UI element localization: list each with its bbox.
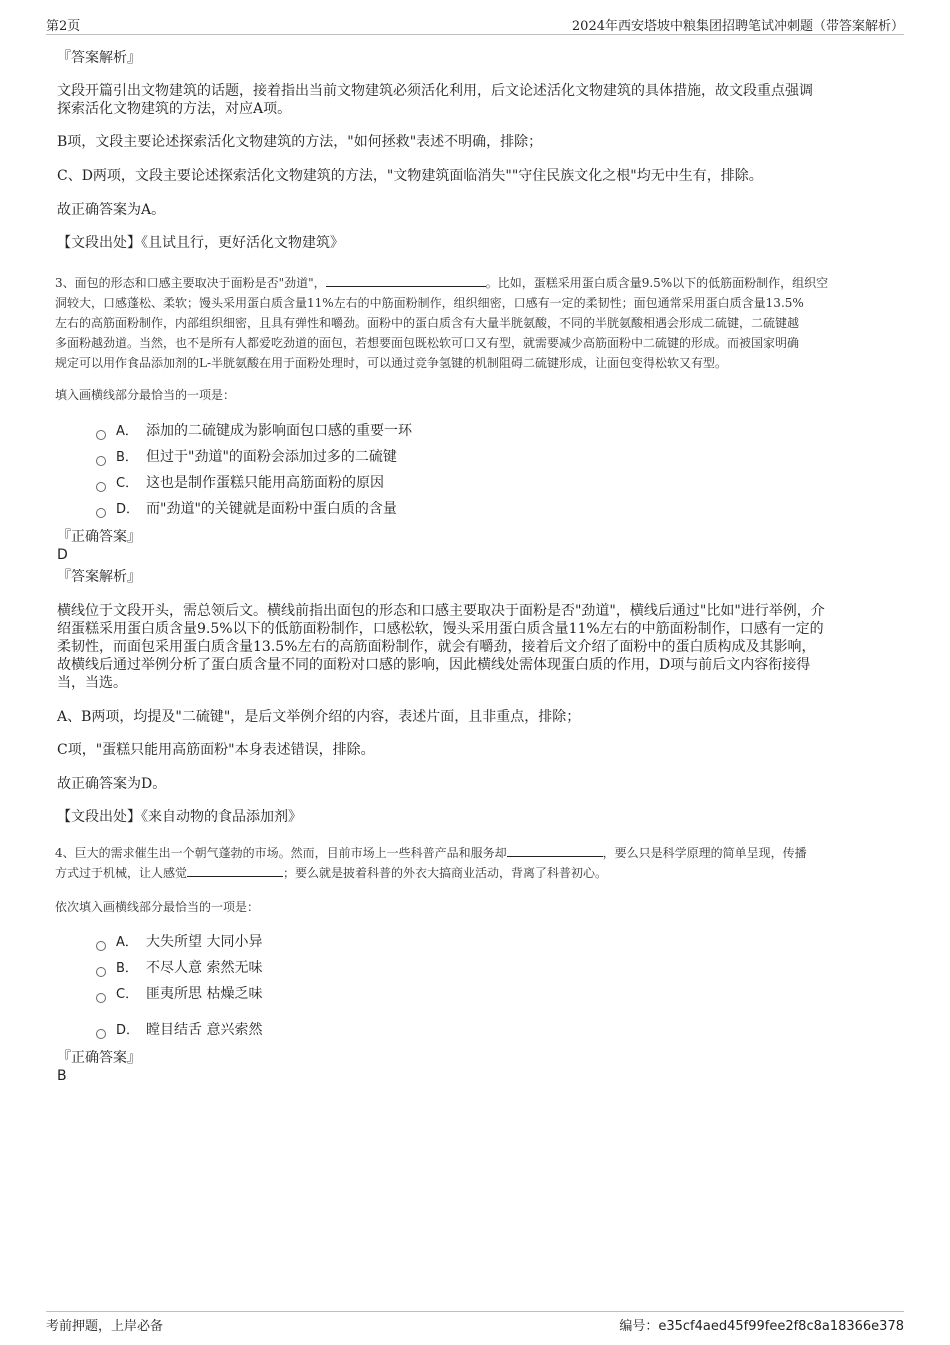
analysis-text: 当，当选。 bbox=[57, 675, 127, 691]
question-3-prompt: 填入画横线部分最恰当的一项是： bbox=[55, 388, 236, 402]
source-citation: 【文段出处】《来自动物的食品添加剂》 bbox=[57, 809, 302, 825]
radio-button[interactable] bbox=[96, 508, 106, 518]
conclusion: 故正确答案为A。 bbox=[57, 202, 166, 218]
analysis-text: 横线位于文段开头，需总领后文。横线前指出面包的形态和口感主要取决于面粉是否"劲道"，横线后通过"比如"进行举例，介 bbox=[57, 603, 825, 619]
question-4-text: 方式过于机械，让人感觉 ；要么就是披着科普的外衣大搞商业活动，背离了科普初心。 bbox=[55, 866, 608, 880]
radio-button[interactable] bbox=[96, 993, 106, 1003]
option-c-note: C项，"蛋糕只能用高筋面粉"本身表述错误，排除。 bbox=[57, 742, 375, 758]
fill-blank bbox=[326, 274, 486, 287]
source-citation: 【文段出处】《且试且行，更好活化文物建筑》 bbox=[57, 235, 344, 251]
option-b-note: B项，文段主要论述探索活化文物建筑的方法，"如何拯救"表述不明确，排除； bbox=[57, 134, 543, 150]
document-title: 2024年西安塔坡中粮集团招聘笔试冲刺题（带答案解析） bbox=[571, 19, 904, 34]
question-4-prompt: 依次填入画横线部分最恰当的一项是： bbox=[55, 900, 260, 914]
question-4-text: 4、巨大的需求催生出一个朝气蓬勃的市场。然而，目前市场上一些科普产品和服务却 ，要么只是科学原理的简单呈现，传播 bbox=[55, 846, 807, 860]
question-3-text: 洞较大，口感蓬松、柔软；馒头采用蛋白质含量11%左右的中筋面粉制作，组织细密，口感有一定的柔韧性；面包通常采用蛋白质含量13.5% bbox=[55, 296, 804, 310]
question-3-text: 左右的高筋面粉制作，内部组织细密，且具有弹性和嚼劲。面粉中的蛋白质含有大量半胱氨酸，不同的半胱氨酸相遇会形成二硫键，二硫键越 bbox=[55, 316, 800, 330]
option-cd-note: C、D两项，文段主要论述探索活化文物建筑的方法，"文物建筑面临消失""守住民族文化之根"均无中生有，排除。 bbox=[57, 168, 763, 184]
footer-slogan: 考前押题，上岸必备 bbox=[46, 1319, 164, 1334]
page-footer bbox=[46, 1311, 904, 1336]
page-header bbox=[46, 14, 904, 35]
question-3-text: 3、面包的形态和口感主要取决于面粉是否"劲道"， 。比如，蛋糕采用蛋白质含量9.5%以下的低筋面粉制作，组织空 bbox=[55, 276, 829, 290]
radio-button[interactable] bbox=[96, 1029, 106, 1039]
analysis-text: 文段开篇引出文物建筑的话题，接着指出当前文物建筑必须活化利用，后文论述活化文物建筑的具体措施，故文段重点强调 bbox=[57, 83, 813, 99]
page-number: 第2页 bbox=[46, 19, 81, 34]
analysis-label: 『答案解析』 bbox=[57, 569, 141, 585]
document-code: 编号：e35cf4aed45f99fee2f8c8a18366e378 bbox=[619, 1319, 904, 1334]
fill-blank bbox=[187, 864, 283, 877]
analysis-text: 柔韧性，而面包采用蛋白质含量13.5%左右的高筋面粉制作，就会有嚼劲，接着后文介绍了面粉中的蛋白质构成及其影响， bbox=[57, 639, 816, 655]
answer-label: 『正确答案』 bbox=[57, 1050, 141, 1066]
analysis-label: 『答案解析』 bbox=[57, 50, 141, 66]
analysis-text: 绍蛋糕采用蛋白质含量9.5%以下的低筋面粉制作，口感松软，馒头采用蛋白质含量11%左右的中筋面粉制作，口感有一定的 bbox=[57, 621, 824, 637]
analysis-text: 探索活化文物建筑的方法，对应A项。 bbox=[57, 101, 292, 117]
radio-button[interactable] bbox=[96, 482, 106, 492]
answer-label: 『正确答案』 bbox=[57, 529, 141, 545]
option-ab-note: A、B两项，均提及"二硫键"，是后文举例介绍的内容，表述片面，且非重点，排除； bbox=[57, 709, 581, 725]
radio-button[interactable] bbox=[96, 967, 106, 977]
fill-blank bbox=[507, 844, 603, 857]
correct-answer: D bbox=[57, 547, 68, 563]
conclusion: 故正确答案为D。 bbox=[57, 776, 167, 792]
radio-button[interactable] bbox=[96, 456, 106, 466]
analysis-text: 故横线后通过举例分析了蛋白质含量不同的面粉对口感的影响，因此横线处需体现蛋白质的作用，D项与前后文内容衔接得 bbox=[57, 657, 811, 673]
radio-button[interactable] bbox=[96, 430, 106, 440]
question-3-text: 多面粉越劲道。当然，也不是所有人都爱吃劲道的面包，若想要面包既松软可口又有型，就需要减少高筋面粉中二硫键的形成。而被国家明确 bbox=[55, 336, 800, 350]
question-3-text: 规定可以用作食品添加剂的L-半胱氨酸在用于面粉处理时，可以通过竞争氢键的机制阻碍二硫键形成，让面包变得松软又有型。 bbox=[55, 356, 728, 370]
radio-button[interactable] bbox=[96, 941, 106, 951]
correct-answer: B bbox=[57, 1068, 67, 1084]
